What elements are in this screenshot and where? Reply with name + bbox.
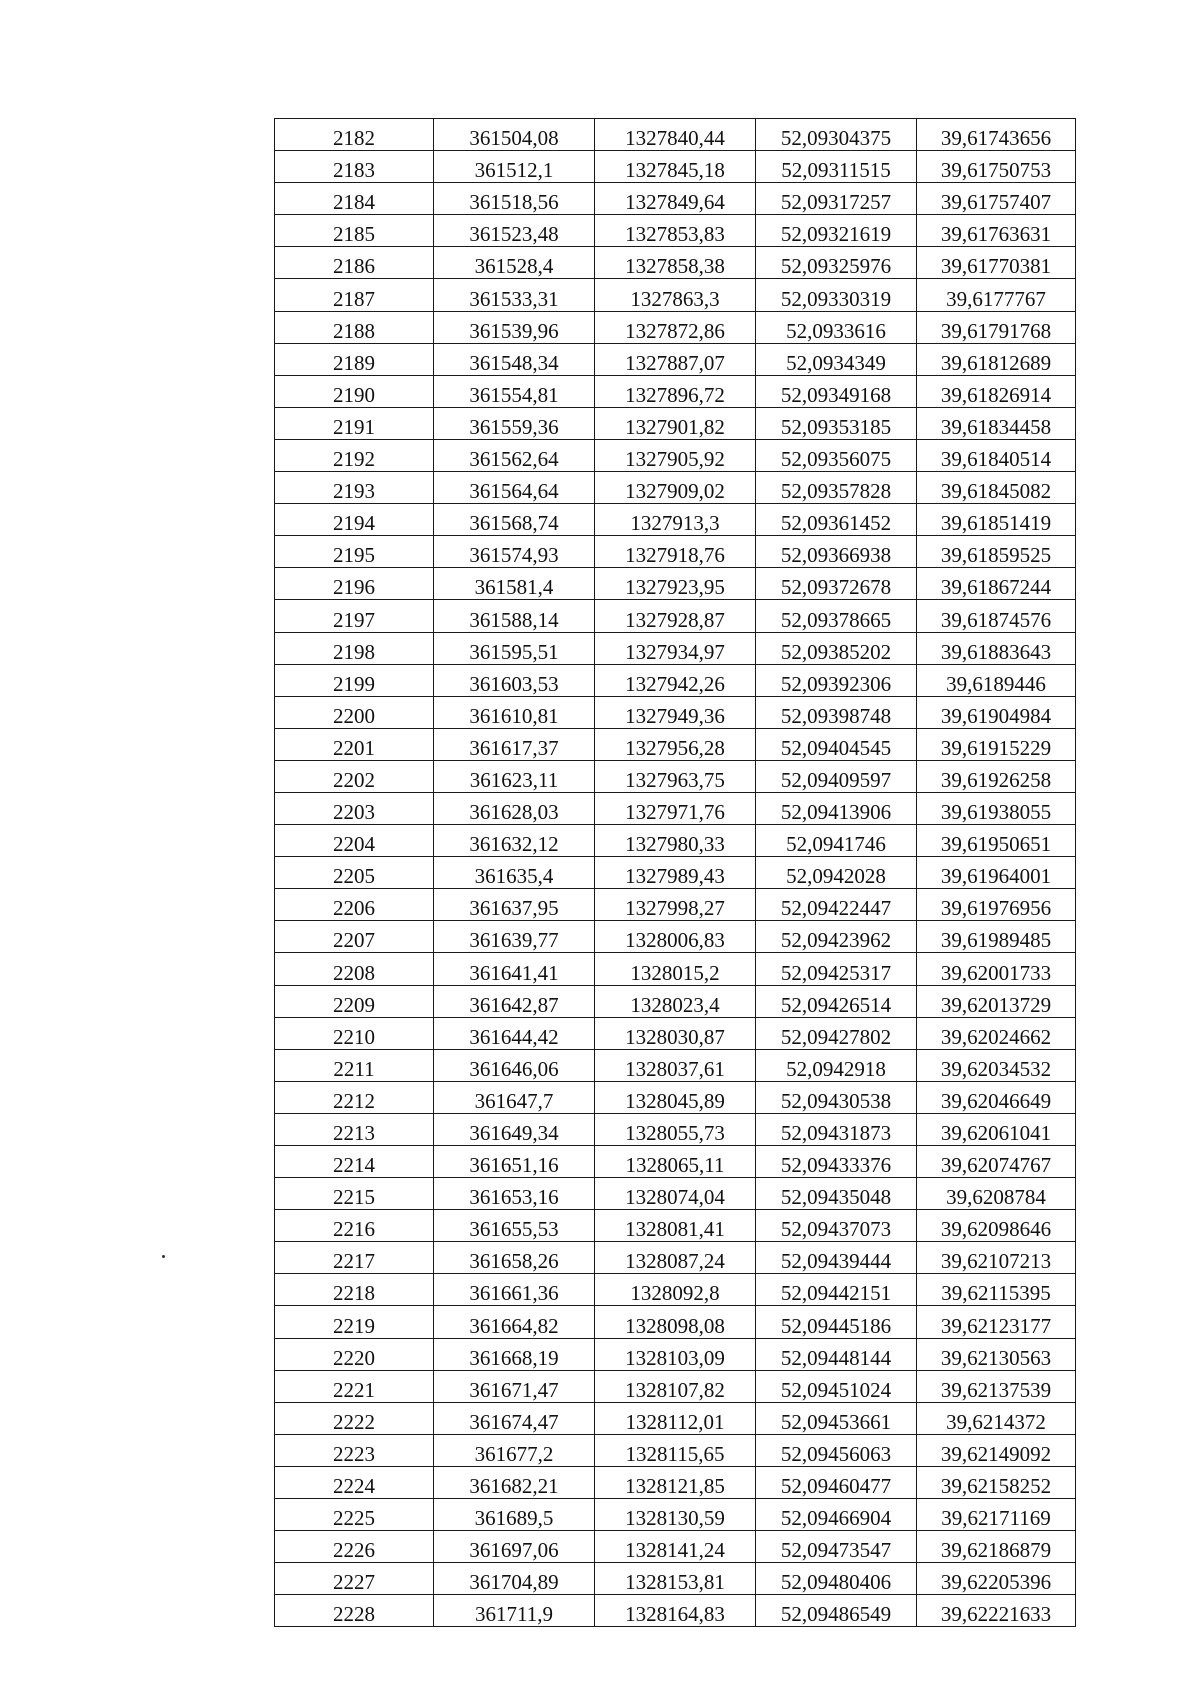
point-number-cell: 2206 — [275, 889, 434, 921]
longitude-cell: 39,62046649 — [917, 1081, 1076, 1113]
longitude-cell: 39,61763631 — [917, 215, 1076, 247]
longitude-cell: 39,62221633 — [917, 1595, 1076, 1627]
point-number-cell: 2226 — [275, 1531, 434, 1563]
point-number-cell: 2185 — [275, 215, 434, 247]
longitude-cell: 39,61874576 — [917, 600, 1076, 632]
point-number-cell: 2212 — [275, 1081, 434, 1113]
y-coordinate-cell: 1327849,64 — [595, 183, 756, 215]
point-number-cell: 2199 — [275, 664, 434, 696]
x-coordinate-cell: 361533,31 — [434, 279, 595, 311]
table-row — [275, 407, 1076, 439]
latitude-cell: 52,09442151 — [756, 1274, 917, 1306]
y-coordinate-cell: 1327896,72 — [595, 375, 756, 407]
longitude-cell: 39,61867244 — [917, 568, 1076, 600]
table-row — [275, 439, 1076, 471]
point-number-cell: 2193 — [275, 472, 434, 504]
y-coordinate-cell: 1328023,4 — [595, 985, 756, 1017]
x-coordinate-cell: 361562,64 — [434, 439, 595, 471]
table-row — [275, 953, 1076, 985]
y-coordinate-cell: 1328065,11 — [595, 1146, 756, 1178]
latitude-cell: 52,09453661 — [756, 1402, 917, 1434]
point-number-cell: 2218 — [275, 1274, 434, 1306]
y-coordinate-cell: 1327963,75 — [595, 760, 756, 792]
x-coordinate-cell: 361595,51 — [434, 632, 595, 664]
latitude-cell: 52,09435048 — [756, 1178, 917, 1210]
table-row — [275, 1402, 1076, 1434]
latitude-cell: 52,09372678 — [756, 568, 917, 600]
longitude-cell: 39,61859525 — [917, 536, 1076, 568]
x-coordinate-cell: 361642,87 — [434, 985, 595, 1017]
y-coordinate-cell: 1328006,83 — [595, 921, 756, 953]
x-coordinate-cell: 361704,89 — [434, 1563, 595, 1595]
latitude-cell: 52,09423962 — [756, 921, 917, 953]
longitude-cell: 39,61845082 — [917, 472, 1076, 504]
point-number-cell: 2219 — [275, 1306, 434, 1338]
point-number-cell: 2190 — [275, 375, 434, 407]
table-row — [275, 311, 1076, 343]
longitude-cell: 39,61743656 — [917, 119, 1076, 151]
longitude-cell: 39,62205396 — [917, 1563, 1076, 1595]
point-number-cell: 2223 — [275, 1434, 434, 1466]
point-number-cell: 2214 — [275, 1146, 434, 1178]
x-coordinate-cell: 361653,16 — [434, 1178, 595, 1210]
table-row — [275, 1274, 1076, 1306]
latitude-cell: 52,0933616 — [756, 311, 917, 343]
x-coordinate-cell: 361639,77 — [434, 921, 595, 953]
latitude-cell: 52,09480406 — [756, 1563, 917, 1595]
latitude-cell: 52,09392306 — [756, 664, 917, 696]
y-coordinate-cell: 1328098,08 — [595, 1306, 756, 1338]
point-number-cell: 2220 — [275, 1338, 434, 1370]
longitude-cell: 39,61791768 — [917, 311, 1076, 343]
latitude-cell: 52,09451024 — [756, 1370, 917, 1402]
table-row — [275, 1434, 1076, 1466]
table-row — [275, 504, 1076, 536]
y-coordinate-cell: 1327913,3 — [595, 504, 756, 536]
point-number-cell: 2205 — [275, 857, 434, 889]
longitude-cell: 39,62158252 — [917, 1466, 1076, 1498]
point-number-cell: 2227 — [275, 1563, 434, 1595]
point-number-cell: 2217 — [275, 1242, 434, 1274]
point-number-cell: 2222 — [275, 1402, 434, 1434]
y-coordinate-cell: 1328092,8 — [595, 1274, 756, 1306]
table-row — [275, 279, 1076, 311]
x-coordinate-cell: 361682,21 — [434, 1466, 595, 1498]
y-coordinate-cell: 1327863,3 — [595, 279, 756, 311]
y-coordinate-cell: 1328130,59 — [595, 1499, 756, 1531]
y-coordinate-cell: 1328030,87 — [595, 1017, 756, 1049]
latitude-cell: 52,09317257 — [756, 183, 917, 215]
latitude-cell: 52,09321619 — [756, 215, 917, 247]
table-row — [275, 1146, 1076, 1178]
longitude-cell: 39,61834458 — [917, 407, 1076, 439]
y-coordinate-cell: 1327956,28 — [595, 728, 756, 760]
x-coordinate-cell: 361628,03 — [434, 792, 595, 824]
latitude-cell: 52,09431873 — [756, 1113, 917, 1145]
latitude-cell: 52,0942028 — [756, 857, 917, 889]
point-number-cell: 2213 — [275, 1113, 434, 1145]
latitude-cell: 52,09456063 — [756, 1434, 917, 1466]
x-coordinate-cell: 361658,26 — [434, 1242, 595, 1274]
y-coordinate-cell: 1328153,81 — [595, 1563, 756, 1595]
longitude-cell: 39,61938055 — [917, 792, 1076, 824]
y-coordinate-cell: 1327998,27 — [595, 889, 756, 921]
x-coordinate-cell: 361641,41 — [434, 953, 595, 985]
table-row — [275, 1595, 1076, 1627]
y-coordinate-cell: 1327901,82 — [595, 407, 756, 439]
longitude-cell: 39,62137539 — [917, 1370, 1076, 1402]
x-coordinate-cell: 361711,9 — [434, 1595, 595, 1627]
table-row — [275, 247, 1076, 279]
point-number-cell: 2216 — [275, 1210, 434, 1242]
longitude-cell: 39,62186879 — [917, 1531, 1076, 1563]
coordinates-table-body — [275, 119, 1076, 1627]
point-number-cell: 2197 — [275, 600, 434, 632]
latitude-cell: 52,09357828 — [756, 472, 917, 504]
x-coordinate-cell: 361528,4 — [434, 247, 595, 279]
longitude-cell: 39,61851419 — [917, 504, 1076, 536]
x-coordinate-cell: 361668,19 — [434, 1338, 595, 1370]
point-number-cell: 2207 — [275, 921, 434, 953]
y-coordinate-cell: 1328015,2 — [595, 953, 756, 985]
y-coordinate-cell: 1327942,26 — [595, 664, 756, 696]
y-coordinate-cell: 1328074,04 — [595, 1178, 756, 1210]
longitude-cell: 39,61915229 — [917, 728, 1076, 760]
point-number-cell: 2195 — [275, 536, 434, 568]
longitude-cell: 39,61904984 — [917, 696, 1076, 728]
x-coordinate-cell: 361674,47 — [434, 1402, 595, 1434]
latitude-cell: 52,09445186 — [756, 1306, 917, 1338]
table-row — [275, 1017, 1076, 1049]
scan-speck — [162, 1255, 165, 1258]
point-number-cell: 2194 — [275, 504, 434, 536]
y-coordinate-cell: 1328055,73 — [595, 1113, 756, 1145]
latitude-cell: 52,09466904 — [756, 1499, 917, 1531]
y-coordinate-cell: 1327971,76 — [595, 792, 756, 824]
latitude-cell: 52,09356075 — [756, 439, 917, 471]
table-row — [275, 1499, 1076, 1531]
point-number-cell: 2200 — [275, 696, 434, 728]
y-coordinate-cell: 1328121,85 — [595, 1466, 756, 1498]
longitude-cell: 39,62061041 — [917, 1113, 1076, 1145]
latitude-cell: 52,09473547 — [756, 1531, 917, 1563]
longitude-cell: 39,61812689 — [917, 343, 1076, 375]
latitude-cell: 52,09439444 — [756, 1242, 917, 1274]
longitude-cell: 39,62013729 — [917, 985, 1076, 1017]
y-coordinate-cell: 1328141,24 — [595, 1531, 756, 1563]
y-coordinate-cell: 1328115,65 — [595, 1434, 756, 1466]
latitude-cell: 52,09409597 — [756, 760, 917, 792]
x-coordinate-cell: 361603,53 — [434, 664, 595, 696]
x-coordinate-cell: 361559,36 — [434, 407, 595, 439]
y-coordinate-cell: 1327845,18 — [595, 151, 756, 183]
point-number-cell: 2221 — [275, 1370, 434, 1402]
x-coordinate-cell: 361588,14 — [434, 600, 595, 632]
latitude-cell: 52,09311515 — [756, 151, 917, 183]
y-coordinate-cell: 1328037,61 — [595, 1049, 756, 1081]
x-coordinate-cell: 361623,11 — [434, 760, 595, 792]
table-row — [275, 1178, 1076, 1210]
x-coordinate-cell: 361689,5 — [434, 1499, 595, 1531]
x-coordinate-cell: 361548,34 — [434, 343, 595, 375]
table-row — [275, 151, 1076, 183]
latitude-cell: 52,09304375 — [756, 119, 917, 151]
longitude-cell: 39,62115395 — [917, 1274, 1076, 1306]
latitude-cell: 52,09437073 — [756, 1210, 917, 1242]
table-row — [275, 472, 1076, 504]
point-number-cell: 2184 — [275, 183, 434, 215]
longitude-cell: 39,62074767 — [917, 1146, 1076, 1178]
point-number-cell: 2204 — [275, 825, 434, 857]
point-number-cell: 2188 — [275, 311, 434, 343]
table-row — [275, 696, 1076, 728]
x-coordinate-cell: 361617,37 — [434, 728, 595, 760]
longitude-cell: 39,61883643 — [917, 632, 1076, 664]
y-coordinate-cell: 1327872,86 — [595, 311, 756, 343]
x-coordinate-cell: 361610,81 — [434, 696, 595, 728]
table-row — [275, 375, 1076, 407]
y-coordinate-cell: 1327989,43 — [595, 857, 756, 889]
x-coordinate-cell: 361512,1 — [434, 151, 595, 183]
table-row — [275, 536, 1076, 568]
longitude-cell: 39,61770381 — [917, 247, 1076, 279]
x-coordinate-cell: 361671,47 — [434, 1370, 595, 1402]
x-coordinate-cell: 361644,42 — [434, 1017, 595, 1049]
point-number-cell: 2211 — [275, 1049, 434, 1081]
latitude-cell: 52,09361452 — [756, 504, 917, 536]
latitude-cell: 52,09433376 — [756, 1146, 917, 1178]
y-coordinate-cell: 1327905,92 — [595, 439, 756, 471]
longitude-cell: 39,61964001 — [917, 857, 1076, 889]
point-number-cell: 2224 — [275, 1466, 434, 1498]
point-number-cell: 2196 — [275, 568, 434, 600]
y-coordinate-cell: 1328045,89 — [595, 1081, 756, 1113]
table-row — [275, 664, 1076, 696]
x-coordinate-cell: 361647,7 — [434, 1081, 595, 1113]
table-row — [275, 792, 1076, 824]
latitude-cell: 52,09366938 — [756, 536, 917, 568]
longitude-cell: 39,61840514 — [917, 439, 1076, 471]
y-coordinate-cell: 1327934,97 — [595, 632, 756, 664]
latitude-cell: 52,09404545 — [756, 728, 917, 760]
point-number-cell: 2186 — [275, 247, 434, 279]
y-coordinate-cell: 1328107,82 — [595, 1370, 756, 1402]
longitude-cell: 39,62024662 — [917, 1017, 1076, 1049]
x-coordinate-cell: 361632,12 — [434, 825, 595, 857]
x-coordinate-cell: 361649,34 — [434, 1113, 595, 1145]
latitude-cell: 52,09427802 — [756, 1017, 917, 1049]
table-row — [275, 1338, 1076, 1370]
y-coordinate-cell: 1327853,83 — [595, 215, 756, 247]
longitude-cell: 39,61989485 — [917, 921, 1076, 953]
point-number-cell: 2210 — [275, 1017, 434, 1049]
x-coordinate-cell: 361661,36 — [434, 1274, 595, 1306]
longitude-cell: 39,61826914 — [917, 375, 1076, 407]
x-coordinate-cell: 361523,48 — [434, 215, 595, 247]
x-coordinate-cell: 361504,08 — [434, 119, 595, 151]
table-row — [275, 600, 1076, 632]
point-number-cell: 2192 — [275, 439, 434, 471]
x-coordinate-cell: 361564,64 — [434, 472, 595, 504]
y-coordinate-cell: 1327918,76 — [595, 536, 756, 568]
longitude-cell: 39,6214372 — [917, 1402, 1076, 1434]
table-row — [275, 632, 1076, 664]
longitude-cell: 39,61757407 — [917, 183, 1076, 215]
table-row — [275, 889, 1076, 921]
table-row — [275, 119, 1076, 151]
y-coordinate-cell: 1328103,09 — [595, 1338, 756, 1370]
y-coordinate-cell: 1327980,33 — [595, 825, 756, 857]
latitude-cell: 52,09325976 — [756, 247, 917, 279]
longitude-cell: 39,61926258 — [917, 760, 1076, 792]
latitude-cell: 52,09398748 — [756, 696, 917, 728]
longitude-cell: 39,61950651 — [917, 825, 1076, 857]
x-coordinate-cell: 361637,95 — [434, 889, 595, 921]
y-coordinate-cell: 1327840,44 — [595, 119, 756, 151]
table-row — [275, 1081, 1076, 1113]
latitude-cell: 52,09353185 — [756, 407, 917, 439]
y-coordinate-cell: 1327928,87 — [595, 600, 756, 632]
latitude-cell: 52,0942918 — [756, 1049, 917, 1081]
y-coordinate-cell: 1328112,01 — [595, 1402, 756, 1434]
x-coordinate-cell: 361539,96 — [434, 311, 595, 343]
table-row — [275, 183, 1076, 215]
table-row — [275, 1210, 1076, 1242]
latitude-cell: 52,09430538 — [756, 1081, 917, 1113]
latitude-cell: 52,09378665 — [756, 600, 917, 632]
point-number-cell: 2183 — [275, 151, 434, 183]
longitude-cell: 39,61976956 — [917, 889, 1076, 921]
longitude-cell: 39,62098646 — [917, 1210, 1076, 1242]
x-coordinate-cell: 361635,4 — [434, 857, 595, 889]
latitude-cell: 52,0934349 — [756, 343, 917, 375]
table-row — [275, 1242, 1076, 1274]
longitude-cell: 39,62123177 — [917, 1306, 1076, 1338]
latitude-cell: 52,09486549 — [756, 1595, 917, 1627]
latitude-cell: 52,09349168 — [756, 375, 917, 407]
table-row — [275, 728, 1076, 760]
x-coordinate-cell: 361651,16 — [434, 1146, 595, 1178]
table-row — [275, 760, 1076, 792]
table-row — [275, 1466, 1076, 1498]
point-number-cell: 2189 — [275, 343, 434, 375]
y-coordinate-cell: 1327858,38 — [595, 247, 756, 279]
y-coordinate-cell: 1328164,83 — [595, 1595, 756, 1627]
x-coordinate-cell: 361581,4 — [434, 568, 595, 600]
latitude-cell: 52,09425317 — [756, 953, 917, 985]
longitude-cell: 39,62149092 — [917, 1434, 1076, 1466]
point-number-cell: 2203 — [275, 792, 434, 824]
y-coordinate-cell: 1327887,07 — [595, 343, 756, 375]
y-coordinate-cell: 1327923,95 — [595, 568, 756, 600]
table-row — [275, 1563, 1076, 1595]
point-number-cell: 2228 — [275, 1595, 434, 1627]
y-coordinate-cell: 1327949,36 — [595, 696, 756, 728]
point-number-cell: 2201 — [275, 728, 434, 760]
longitude-cell: 39,62130563 — [917, 1338, 1076, 1370]
point-number-cell: 2202 — [275, 760, 434, 792]
x-coordinate-cell: 361646,06 — [434, 1049, 595, 1081]
table-row — [275, 1370, 1076, 1402]
x-coordinate-cell: 361655,53 — [434, 1210, 595, 1242]
latitude-cell: 52,09413906 — [756, 792, 917, 824]
point-number-cell: 2215 — [275, 1178, 434, 1210]
table-row — [275, 1531, 1076, 1563]
latitude-cell: 52,09330319 — [756, 279, 917, 311]
table-row — [275, 825, 1076, 857]
longitude-cell: 39,61750753 — [917, 151, 1076, 183]
longitude-cell: 39,62001733 — [917, 953, 1076, 985]
latitude-cell: 52,09448144 — [756, 1338, 917, 1370]
table-row — [275, 1113, 1076, 1145]
point-number-cell: 2182 — [275, 119, 434, 151]
latitude-cell: 52,0941746 — [756, 825, 917, 857]
x-coordinate-cell: 361574,93 — [434, 536, 595, 568]
longitude-cell: 39,62171169 — [917, 1499, 1076, 1531]
y-coordinate-cell: 1327909,02 — [595, 472, 756, 504]
table-row — [275, 921, 1076, 953]
longitude-cell: 39,6177767 — [917, 279, 1076, 311]
table-row — [275, 857, 1076, 889]
table-row — [275, 985, 1076, 1017]
table-row — [275, 1306, 1076, 1338]
point-number-cell: 2187 — [275, 279, 434, 311]
y-coordinate-cell: 1328081,41 — [595, 1210, 756, 1242]
table-row — [275, 1049, 1076, 1081]
coordinates-table — [274, 118, 1076, 1627]
table-row — [275, 343, 1076, 375]
longitude-cell: 39,62034532 — [917, 1049, 1076, 1081]
point-number-cell: 2225 — [275, 1499, 434, 1531]
latitude-cell: 52,09422447 — [756, 889, 917, 921]
point-number-cell: 2191 — [275, 407, 434, 439]
longitude-cell: 39,6208784 — [917, 1178, 1076, 1210]
y-coordinate-cell: 1328087,24 — [595, 1242, 756, 1274]
point-number-cell: 2208 — [275, 953, 434, 985]
table-row — [275, 568, 1076, 600]
table-row — [275, 215, 1076, 247]
x-coordinate-cell: 361568,74 — [434, 504, 595, 536]
x-coordinate-cell: 361554,81 — [434, 375, 595, 407]
latitude-cell: 52,09460477 — [756, 1466, 917, 1498]
longitude-cell: 39,62107213 — [917, 1242, 1076, 1274]
point-number-cell: 2209 — [275, 985, 434, 1017]
x-coordinate-cell: 361664,82 — [434, 1306, 595, 1338]
x-coordinate-cell: 361697,06 — [434, 1531, 595, 1563]
longitude-cell: 39,6189446 — [917, 664, 1076, 696]
x-coordinate-cell: 361518,56 — [434, 183, 595, 215]
latitude-cell: 52,09426514 — [756, 985, 917, 1017]
point-number-cell: 2198 — [275, 632, 434, 664]
latitude-cell: 52,09385202 — [756, 632, 917, 664]
x-coordinate-cell: 361677,2 — [434, 1434, 595, 1466]
